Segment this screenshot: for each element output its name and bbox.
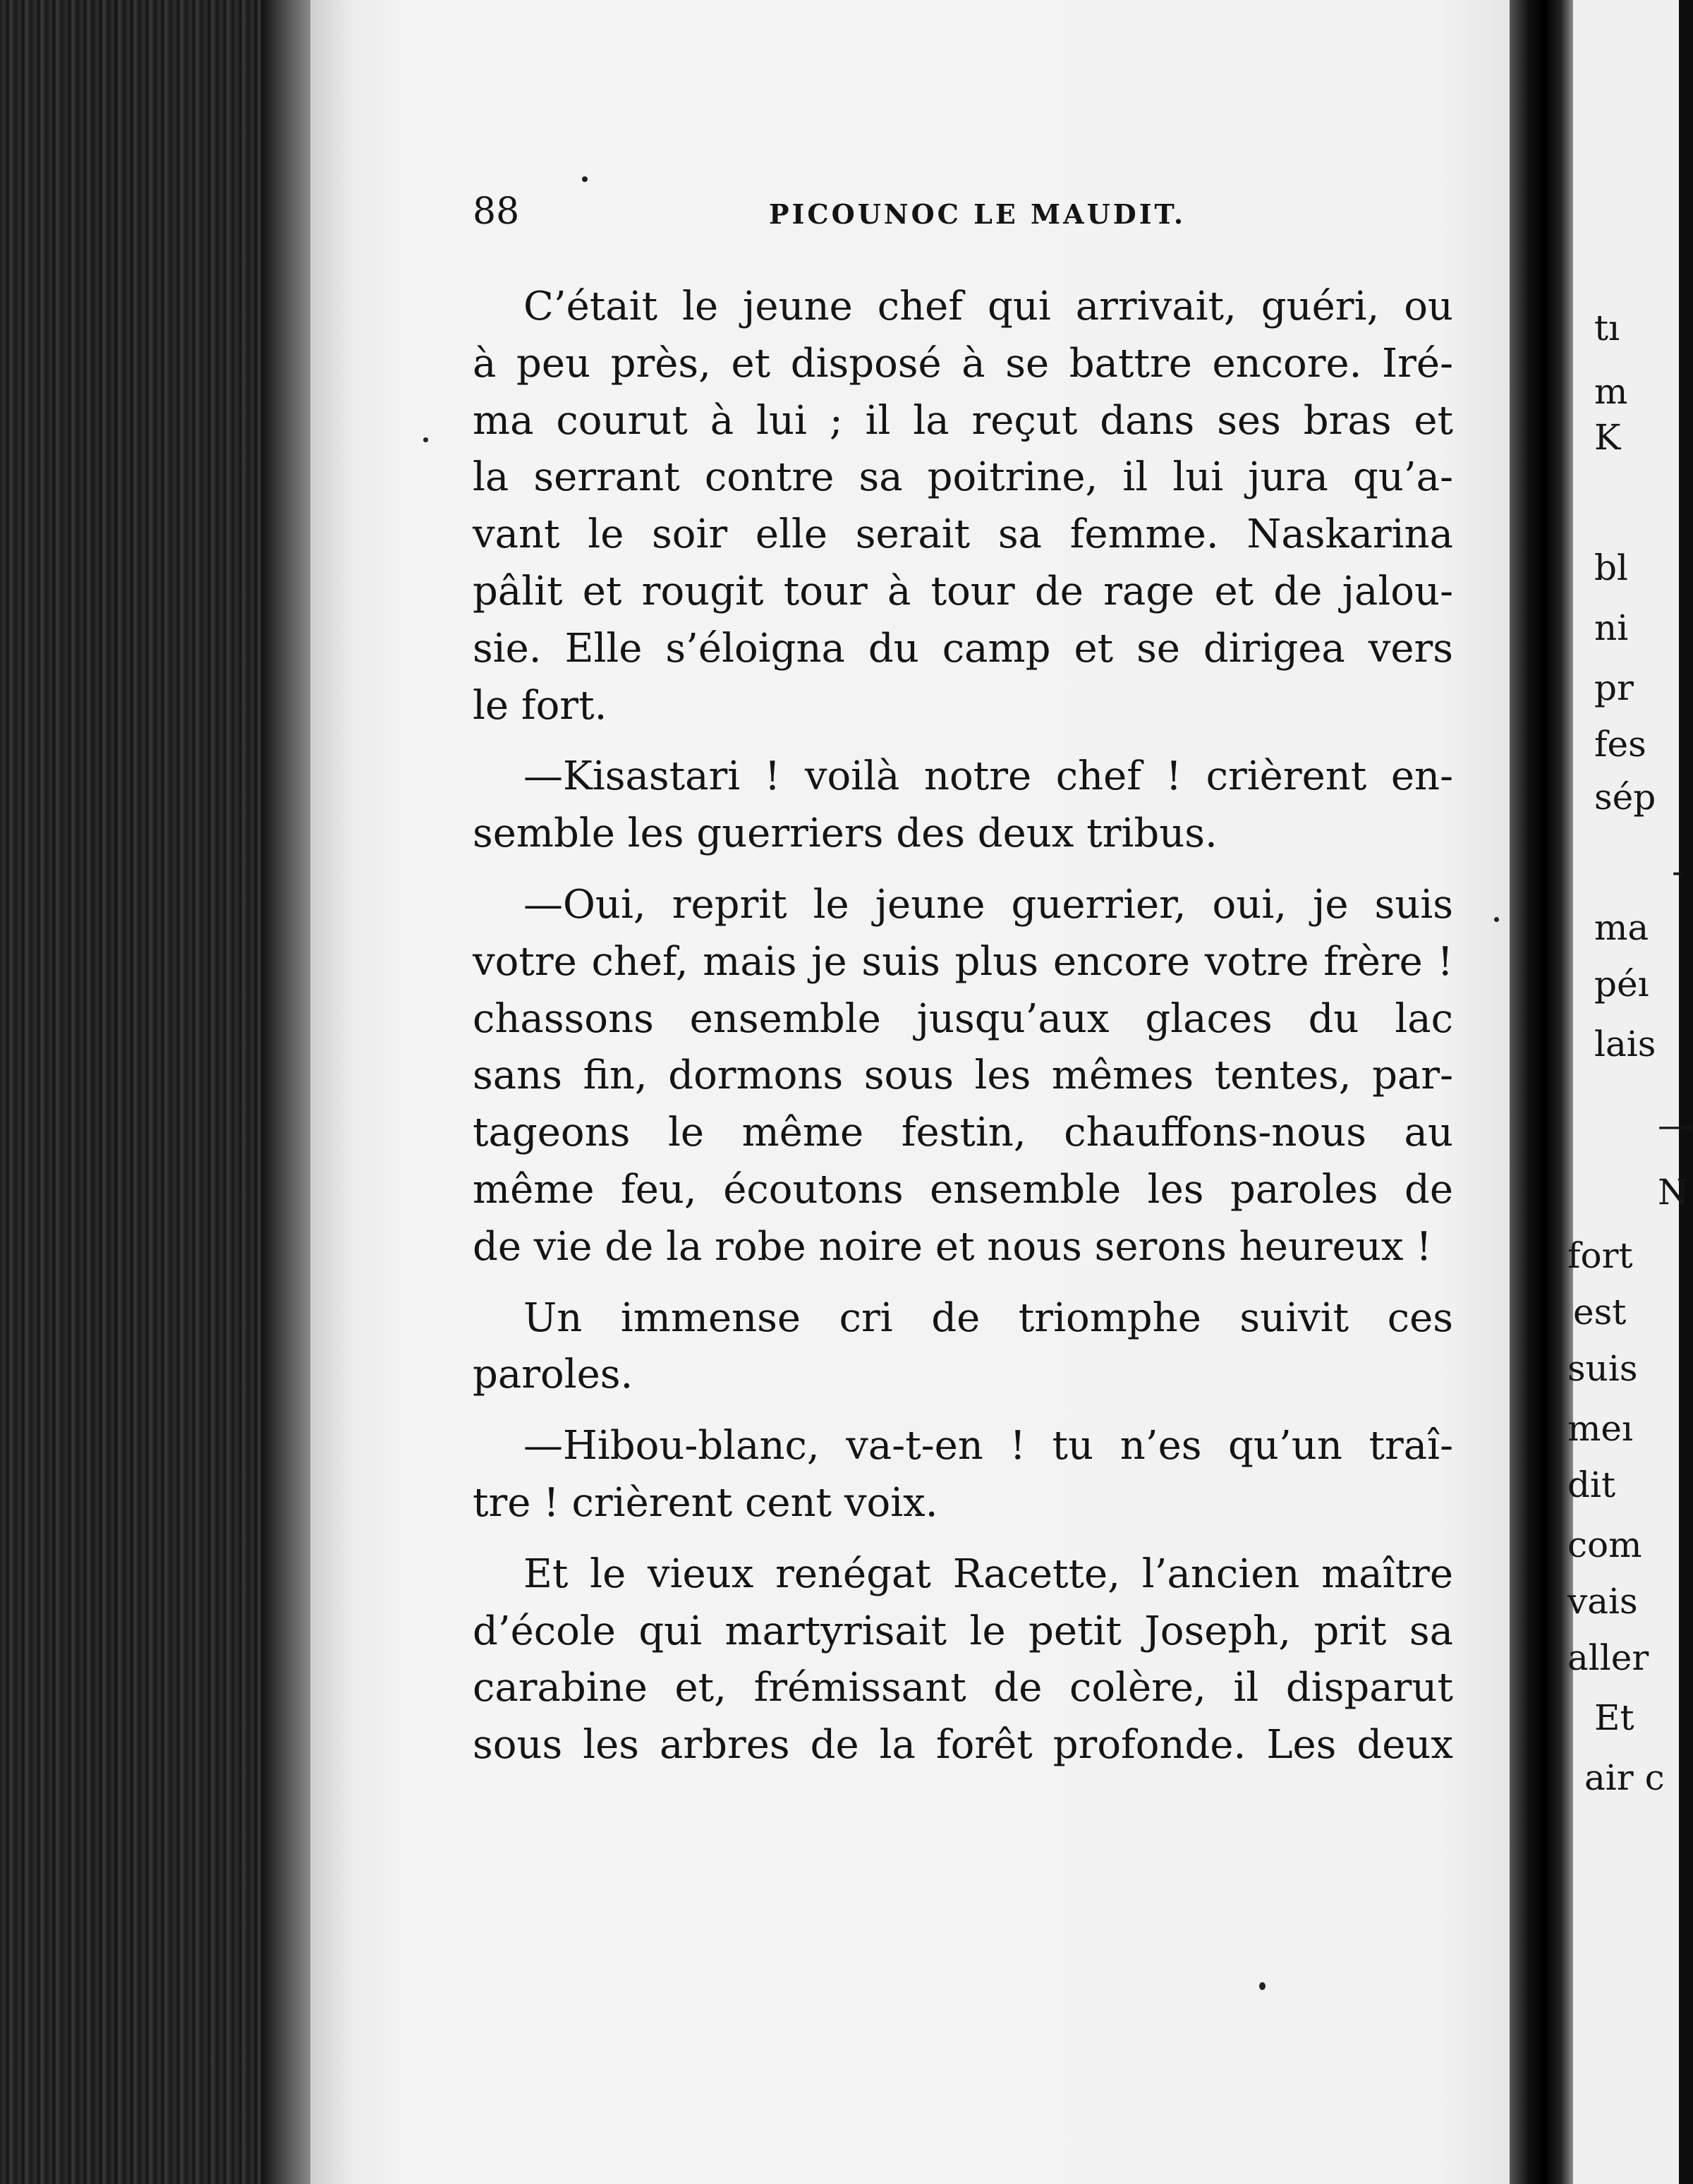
facing-page-fragment: lais bbox=[1594, 1024, 1656, 1064]
facing-page-fragment: péı bbox=[1594, 964, 1649, 1005]
book-page bbox=[310, 0, 1510, 2184]
page-number: 88 bbox=[473, 190, 520, 233]
text-line: la serrant contre sa poitrine, il lui jura qu’a- bbox=[473, 454, 1453, 501]
facing-page-fragment: com bbox=[1567, 1524, 1642, 1565]
facing-page-fragment: ni bbox=[1594, 607, 1629, 648]
text-line: de vie de la robe noire et nous serons heureux ! bbox=[473, 1223, 1432, 1270]
page-gutter bbox=[1510, 0, 1573, 2184]
facing-page-fragment: aller bbox=[1567, 1637, 1649, 1678]
text-line: sie. Elle s’éloigna du camp et se dirigea vers bbox=[473, 625, 1453, 672]
running-title: PICOUNOC LE MAUDIT. bbox=[769, 198, 1187, 230]
text-line: sans fin, dormons sous les mêmes tentes, par- bbox=[473, 1052, 1453, 1099]
facing-page bbox=[1567, 0, 1693, 2184]
text-line: même feu, écoutons ensemble les paroles de bbox=[473, 1166, 1453, 1213]
text-line: sous les arbres de la forêt profonde. Les deux bbox=[473, 1722, 1453, 1769]
paragraph bbox=[473, 877, 1453, 1276]
text-line: chassons ensemble jusqu’aux glaces du lac bbox=[473, 995, 1453, 1042]
print-speck bbox=[423, 437, 428, 442]
facing-page-fragment: ma bbox=[1594, 907, 1649, 948]
text-line: tre ! crièrent cent voix. bbox=[473, 1479, 938, 1526]
facing-page-fragment: m bbox=[1594, 371, 1628, 412]
facing-page-fragment: suis bbox=[1567, 1348, 1638, 1389]
facing-page-fragment: air c bbox=[1584, 1757, 1665, 1798]
body-text bbox=[473, 279, 1453, 1774]
print-speck bbox=[582, 176, 588, 182]
facing-page-fragment: vais bbox=[1567, 1581, 1638, 1622]
facing-page-fragment: pr bbox=[1594, 667, 1634, 708]
paragraph bbox=[473, 279, 1453, 734]
text-line: C’était le jeune chef qui arrivait, guéri, ou bbox=[523, 284, 1453, 329]
text-line: semble les guerriers des deux tribus. bbox=[473, 811, 1218, 857]
facing-page-fragment: meı bbox=[1567, 1408, 1633, 1449]
text-line: vant le soir elle serait sa femme. Naskarina bbox=[473, 511, 1453, 558]
text-line: —Kisastari ! voilà notre chef ! crièrent en- bbox=[523, 753, 1453, 800]
facing-page-fragment: Et bbox=[1594, 1697, 1634, 1738]
facing-page-fragment: — bbox=[1658, 1105, 1693, 1146]
text-line: —Oui, reprit le jeune guerrier, oui, je suis bbox=[523, 881, 1453, 928]
text-line: Et le vieux renégat Racette, l’ancien maître bbox=[523, 1551, 1453, 1597]
facing-page-fragment: fort bbox=[1567, 1235, 1633, 1276]
paragraph bbox=[473, 1418, 1453, 1532]
facing-page-fragment: K bbox=[1594, 417, 1621, 458]
paragraph bbox=[473, 1546, 1453, 1774]
text-line: tageons le même festin, chauffons-nous au bbox=[473, 1110, 1453, 1156]
text-line: Un immense cri de triomphe suivit ces bbox=[523, 1294, 1453, 1341]
print-speck bbox=[1259, 1982, 1266, 1990]
facing-page-fragment: est bbox=[1573, 1292, 1627, 1333]
text-line: votre chef, mais je suis plus encore votre frère ! bbox=[473, 938, 1453, 985]
text-line: le fort. bbox=[473, 682, 607, 729]
facing-page-fragment: tı bbox=[1594, 308, 1620, 348]
paragraph bbox=[473, 748, 1453, 863]
facing-page-fragment: - bbox=[1672, 851, 1684, 892]
text-line: —Hibou-blanc, va-t-en ! tu n’es qu’un traî- bbox=[523, 1423, 1453, 1469]
facing-page-fragment: N bbox=[1658, 1172, 1689, 1213]
text-line: pâlit et rougit tour à tour de rage et de jalou- bbox=[473, 568, 1453, 614]
facing-page-fragment: bl bbox=[1594, 547, 1628, 588]
facing-page-fragment: sép bbox=[1594, 777, 1656, 818]
text-line: carabine et, frémissant de colère, il disparut bbox=[473, 1665, 1453, 1711]
print-speck bbox=[1494, 917, 1499, 922]
facing-page-fragment: dit bbox=[1567, 1464, 1616, 1505]
text-line: ma courut à lui ; il la reçut dans ses bras et bbox=[473, 397, 1453, 444]
book-binding-edge bbox=[0, 0, 310, 2184]
text-line: paroles. bbox=[473, 1352, 633, 1398]
paragraph bbox=[473, 1290, 1453, 1405]
facing-page-fragment: fes bbox=[1594, 724, 1646, 765]
text-line: d’école qui martyrisait le petit Joseph, prit sa bbox=[473, 1608, 1453, 1654]
text-line: à peu près, et disposé à se battre encore. Iré- bbox=[473, 340, 1453, 387]
page-header bbox=[473, 190, 1453, 233]
